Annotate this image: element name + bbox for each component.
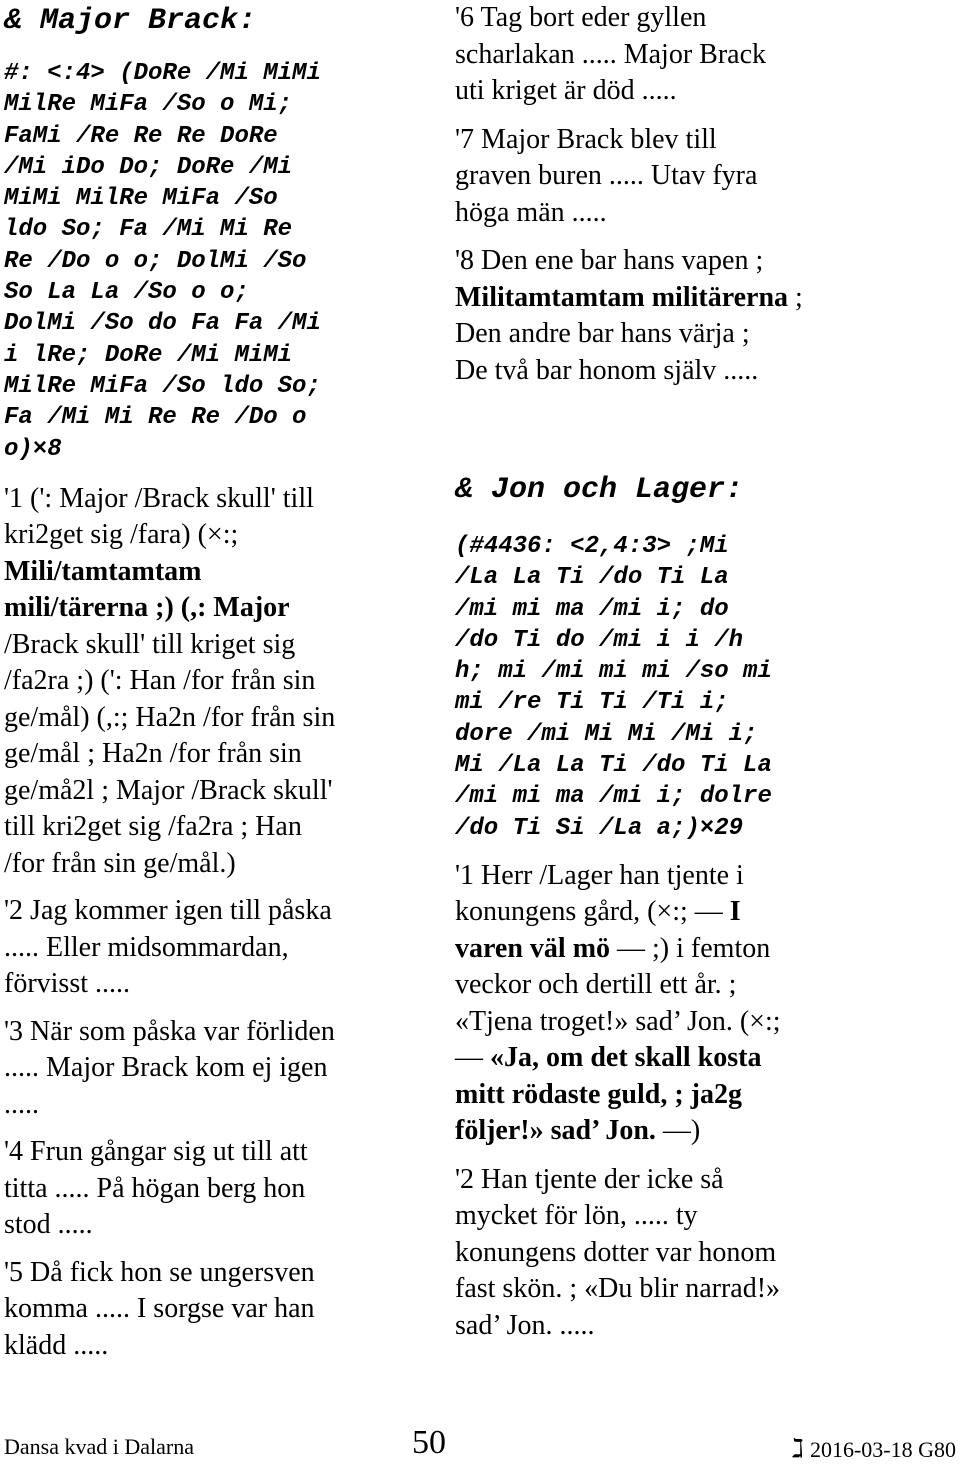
verse-2-jon (455, 1162, 955, 1345)
verse-line: ..... Eller midsommardan, (4, 931, 289, 963)
song-title-major-brack: & Major Brack: (4, 4, 257, 38)
verse-line (455, 894, 955, 931)
notation-line: /do Ti do /mi i i /h (455, 626, 744, 654)
footer-book-title: Dansa kvad i Dalarna (4, 1434, 194, 1459)
verse-line: '2 Han tjente der icke så (455, 1163, 724, 1195)
verse-line: titta ..... På högan berg hon (4, 1172, 306, 1204)
verse-line: '4 Frun gångar sig ut till att (4, 1136, 308, 1168)
page-footer (0, 1422, 960, 1463)
verse-line: ge/mål) (,:; Ha2n /for från sin (4, 701, 336, 733)
right-column (455, 0, 955, 1344)
verse-line (455, 1113, 955, 1150)
notation-line: MiMi MilRe MiFa /So (4, 185, 278, 213)
verse-line: '6 Tag bort eder gyllen (455, 2, 707, 33)
verse-line: fast skön. ; «Du blir narrad!» (455, 1273, 781, 1305)
notation-line: /Mi iDo Do; DoRe /Mi (4, 153, 293, 181)
verse-line: Den andre bar hans värja ; (455, 318, 750, 349)
notation-line: /La La Ti /do Ti La (455, 564, 729, 592)
verse-line (455, 1040, 955, 1077)
verse-8 (455, 243, 955, 389)
verse-line: '1 (': Major /Brack skull' till (4, 482, 314, 514)
verse-line: ge/mål ; Ha2n /for från sin (4, 738, 302, 770)
verse-3 (4, 1014, 434, 1124)
verse-1 (4, 481, 434, 883)
verse-line: komma ..... I sorgse var han (4, 1293, 315, 1325)
verse-text: —) (655, 1115, 701, 1147)
notation-line: Mi /La La Ti /do Ti La (455, 752, 772, 780)
notation-major-brack (4, 58, 434, 465)
verse-line: ..... (4, 1088, 39, 1120)
verse-line: De två bar honom själv ..... (455, 354, 759, 386)
verse-2 (4, 893, 434, 1003)
notation-line: FaMi /Re Re Re DoRe (4, 122, 278, 150)
verse-line (455, 280, 955, 317)
notation-line: /mi mi ma /mi i; dolre (455, 783, 772, 811)
verse-line: till kri2get sig /fa2ra ; Han (4, 811, 302, 843)
verse-text: — ;) i femton (610, 932, 771, 964)
notation-line: ldo So; Fa /Mi Mi Re (4, 216, 293, 244)
verse-line: ge/må2l ; Major /Brack skull' (4, 774, 333, 806)
verse-line: höga män ..... (455, 196, 607, 228)
verse-line: ..... Major Brack kom ej igen (4, 1052, 328, 1084)
verse-6 (455, 0, 955, 110)
verse-text: konungens gård, (×:; — (455, 896, 730, 928)
verse-line: scharlakan ..... Major Brack (455, 38, 766, 70)
verse-line-bold: Mili/tamtamtam (4, 555, 202, 587)
left-column (4, 0, 434, 1364)
notation-line: h; mi /mi mi mi /so mi (455, 658, 772, 686)
verse-line: «Tjena troget!» sad’ Jon. (×:; (455, 1005, 781, 1037)
verse-line: sad’ Jon. ..... (455, 1309, 595, 1341)
verse-line: /fa2ra ;) (': Han /for från sin (4, 665, 316, 697)
verse-bold-text: följer!» sad’ Jon. (455, 1115, 656, 1147)
verse-bold-text: «Ja, om det skall kosta (490, 1042, 762, 1074)
verse-line (455, 931, 955, 968)
verse-line: veckor och dertill ett år. ; (455, 969, 737, 1001)
notation-line: /mi mi ma /mi i; do (455, 595, 729, 623)
notation-line: dore /mi Mi Mi /Mi i; (455, 720, 758, 748)
notation-line: (#4436: <2,4:3> ;Mi (455, 533, 729, 560)
notation-line: DolMi /So do Fa Fa /Mi (4, 310, 321, 338)
verse-line: '5 Då fick hon se ungersven (4, 1256, 315, 1288)
verse-line: stod ..... (4, 1209, 93, 1241)
notation-line: Re /Do o o; DolMi /So (4, 247, 307, 275)
verse-line: '3 När som påska var förliden (4, 1015, 335, 1047)
verse-line: uti kriget är död ..... (455, 75, 677, 106)
notation-line: /do Ti Si /La a;)×29 (455, 814, 744, 842)
footer-date-text: 2016-03-18 G80 (809, 1437, 956, 1462)
notation-line: MilRe MiFa /So ldo So; (4, 372, 321, 400)
verse-line-bold: mitt rödaste guld, ; ja2g (455, 1078, 742, 1110)
verse-bold-text: I (729, 896, 741, 928)
verse-1-jon (455, 858, 955, 1150)
verse-text: ; (788, 281, 803, 313)
verse-4 (4, 1134, 434, 1244)
notation-line: o)×8 (4, 435, 62, 463)
verse-line (4, 590, 434, 627)
verse-line: '1 Herr /Lager han tjente i (455, 859, 744, 891)
notation-jon-och-lager (455, 531, 955, 844)
verse-line: /Brack skull' till kriget sig (4, 628, 296, 660)
verse-line: klädd ..... (4, 1329, 109, 1361)
verse-line: förvisst ..... (4, 968, 130, 1000)
verse-bold-text: mili/tärerna ;) (,: Major (4, 592, 290, 624)
footer-date-code (792, 1434, 956, 1464)
page-number: 50 (412, 1424, 446, 1461)
verse-line: kri2get sig /fara) (×:; (4, 519, 239, 551)
notation-line: mi /re Ti Ti /Ti i; (455, 689, 729, 717)
verse-line: '2 Jag kommer igen till påska (4, 895, 332, 927)
song-title-jon-och-lager: & Jon och Lager: (455, 473, 744, 507)
notation-line: Fa /Mi Mi Re Re /Do o (4, 404, 307, 432)
notation-line: MilRe MiFa /So o Mi; (4, 91, 293, 119)
verse-5 (4, 1255, 434, 1365)
notation-line: #: <:4> (DoRe /Mi MiMi (4, 60, 321, 87)
verse-line: mycket för lön, ..... ty (455, 1200, 698, 1232)
verse-line: konungens dotter var honom (455, 1236, 777, 1268)
verse-bold-text: varen väl mö (455, 932, 611, 964)
notation-line: So La La /So o o; (4, 279, 249, 307)
verse-line: '7 Major Brack blev till (455, 123, 717, 155)
notation-line: i lRe; DoRe /Mi MiMi (4, 341, 293, 369)
verse-line: /for från sin ge/mål.) (4, 847, 236, 879)
verse-7 (455, 122, 955, 232)
lambda-icon: ℷ (791, 1434, 804, 1463)
verse-text: — (455, 1042, 490, 1074)
verse-line: graven buren ..... Utav fyra (455, 160, 758, 191)
verse-bold-text: Militamtamtam militärerna (455, 281, 789, 313)
verse-line: '8 Den ene bar hans vapen ; (455, 245, 764, 276)
